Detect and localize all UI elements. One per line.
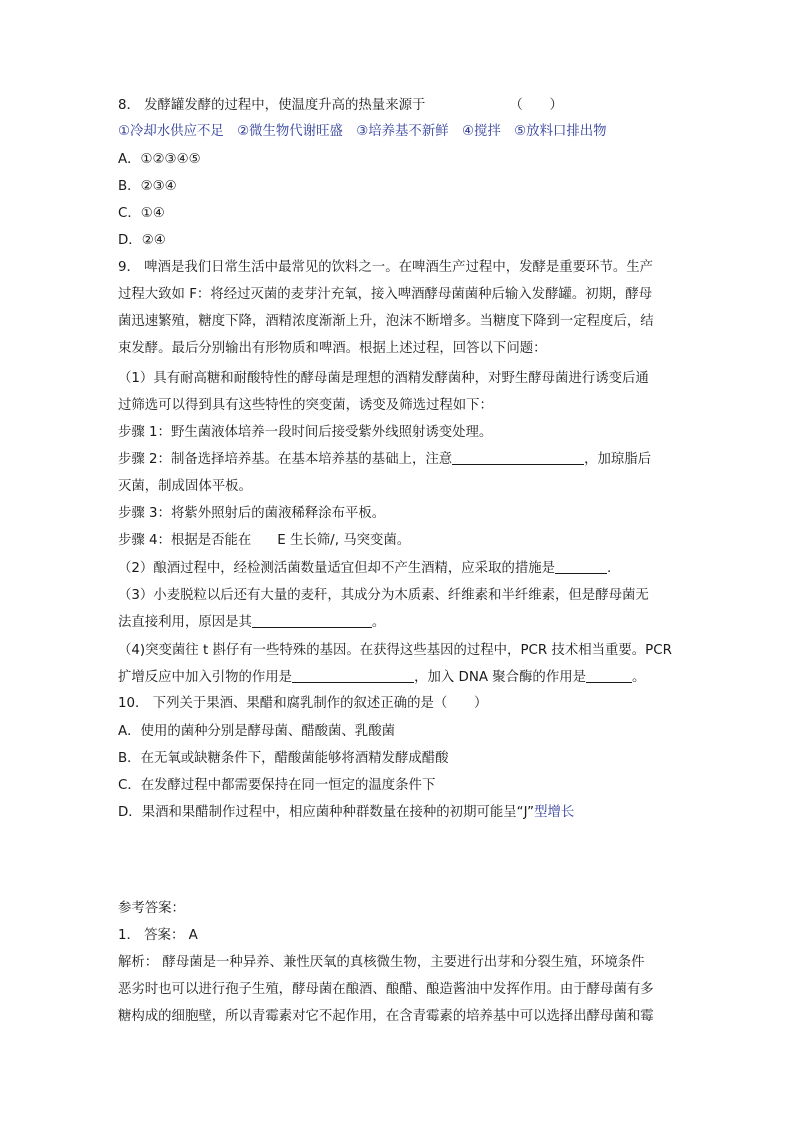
- q9-part3-tail: 。: [371, 615, 386, 630]
- answer-blank: [292, 668, 414, 683]
- q8-choice-a: A．①②③④⑤: [118, 152, 201, 167]
- q9-part2-tail: .: [607, 561, 612, 576]
- q9-part2-line: [118, 559, 676, 579]
- q9-step-2-cont: 灭菌，制成固体平板。: [118, 479, 252, 494]
- q10-choice-b: B．在无氧或缺糖条件下，醋酸菌能够将酒精发酵成醋酸: [118, 751, 449, 766]
- q9-part3-line-1: （3）小麦脱粒以后还有大量的麦秆，其成分为木质素、纤维素和半纤维素，但是酵母菌无: [118, 588, 649, 603]
- q9-step-4-text: 步骤 4：根据是否能在: [118, 533, 252, 548]
- q9-line-2: 过程大致如 F：将经过灭菌的麦芽汁充氧，接入啤酒酵母菌菌种后输入发酵罐。初期，酵母: [118, 287, 653, 302]
- answer-1-value: A: [188, 928, 198, 943]
- q10-choice-c: C．在发酵过程中都需要保持在同一恒定的温度条件下: [118, 778, 436, 793]
- q9-line-1: 9． 啤酒是我们日常生活中最常见的饮料之一。在啤酒生产过程中，发酵是重要环节。生产: [118, 260, 654, 275]
- q8-choice-c: C．①④: [118, 206, 165, 221]
- q9-line-3: 菌迅速繁殖，糖度下降，酒精浓度渐渐上升，泡沫不断增多。当糖度下降到一定程度后，结: [118, 314, 654, 329]
- q8-paren: （ ）: [509, 98, 563, 113]
- q9-step-2-text: 步骤 2：制备选择培养基。在基本培养基的基础上，注意: [118, 452, 453, 467]
- answer-1-line: [118, 926, 676, 946]
- answer-blank: [252, 613, 372, 628]
- q9-step-1: 步骤 1：野生菌液体培养一段时间后接受紫外线照射诱变处理。: [118, 425, 493, 440]
- q9-part4-line-1: （4)突变菌往 t 斟仔有一些特殊的基因。在获得这些基因的过程中，PCR 技术相当重要。PCR: [118, 643, 672, 658]
- answers-heading: 参考答案：: [118, 901, 185, 916]
- q8-stem: 8． 发酵罐发酵的过程中，使温度升高的热量来源于: [118, 98, 426, 113]
- q10-stem: 10． 下列关于果酒、果醋和腐乳制作的叙述正确的是（ ）: [118, 696, 488, 711]
- q9-part4-line-2: [118, 668, 676, 688]
- q10-choice-d-line: [118, 803, 676, 823]
- q9-step-2-line: [118, 450, 676, 470]
- q9-step-3: 步骤 3：将紫外照射后的菌液稀释涂布平板。: [118, 506, 386, 521]
- q9-step-4-tail: E 生长筛/, 马突变菌。: [277, 533, 411, 548]
- q8-choice-b: B．②③④: [118, 179, 177, 194]
- q9-part4-tail: 。: [632, 670, 646, 685]
- q9-part2-text: （2）酿酒过程中，经检测活菌数量适宜但却不产生酒精，应采取的措施是: [118, 561, 556, 576]
- q8-stem-line: [118, 96, 676, 116]
- q9-step-4-line: [118, 531, 676, 551]
- q8-options-line: ①冷却水供应不足 ②微生物代谢旺盛 ③培养基不新鲜 ④搅拌 ⑤放料口排出物: [118, 124, 607, 139]
- answer-1-label: 1． 答案：: [118, 928, 185, 943]
- q9-part4-text: 扩增反应中加入引物的作用是: [118, 670, 293, 685]
- q10-choice-a: A．使用的菌种分别是酵母菌、醋酸菌、乳酸菌: [118, 724, 395, 739]
- q9-part1-line-2: 过筛选可以得到具有这些特性的突变菌，诱变及筛选过程如下：: [118, 398, 493, 413]
- q9-part3-line-2: [118, 613, 676, 633]
- q10-choice-d: D．果酒和果醋制作过程中，相应菌种种群数量在接种的初期可能呈“J”: [118, 805, 535, 820]
- q9-step-2-tail: ，加琼脂后: [584, 452, 652, 467]
- explanation-line-3: 糖构成的细胞壁，所以青霉素对它不起作用，在含青霉素的培养基中可以选择出酵母菌和霉: [118, 1009, 654, 1024]
- q9-part3-text: 法直接利用，原因是其: [118, 615, 252, 630]
- answer-blank: [555, 559, 607, 574]
- answer-blank: [586, 668, 632, 683]
- explanation-line-2: 恶劣时也可以进行孢子生殖，酵母菌在酿酒、酿醋、酿造酱油中发挥作用。由于酵母菌有多: [118, 982, 654, 997]
- q9-line-4: 束发酵。最后分别输出有形物质和啤酒。根据上述过程，回答以下问题：: [118, 341, 547, 356]
- q9-part4-mid: ，加入 DNA 聚合酶的作用是: [414, 670, 586, 685]
- explanation-line-1: 解析： 酵母菌是一种异养、兼性厌氧的真核微生物，主要进行出芽和分裂生殖，环境条件: [118, 955, 645, 970]
- q10-choice-d-end: 型增长: [534, 805, 575, 820]
- q8-choice-d: D．②④: [118, 233, 166, 248]
- answer-blank: [452, 450, 584, 465]
- q9-part1-line-1: （1）具有耐高糖和耐酸特性的酵母菌是理想的酒精发酵菌种，对野生酵母菌进行诱变后通: [118, 371, 649, 386]
